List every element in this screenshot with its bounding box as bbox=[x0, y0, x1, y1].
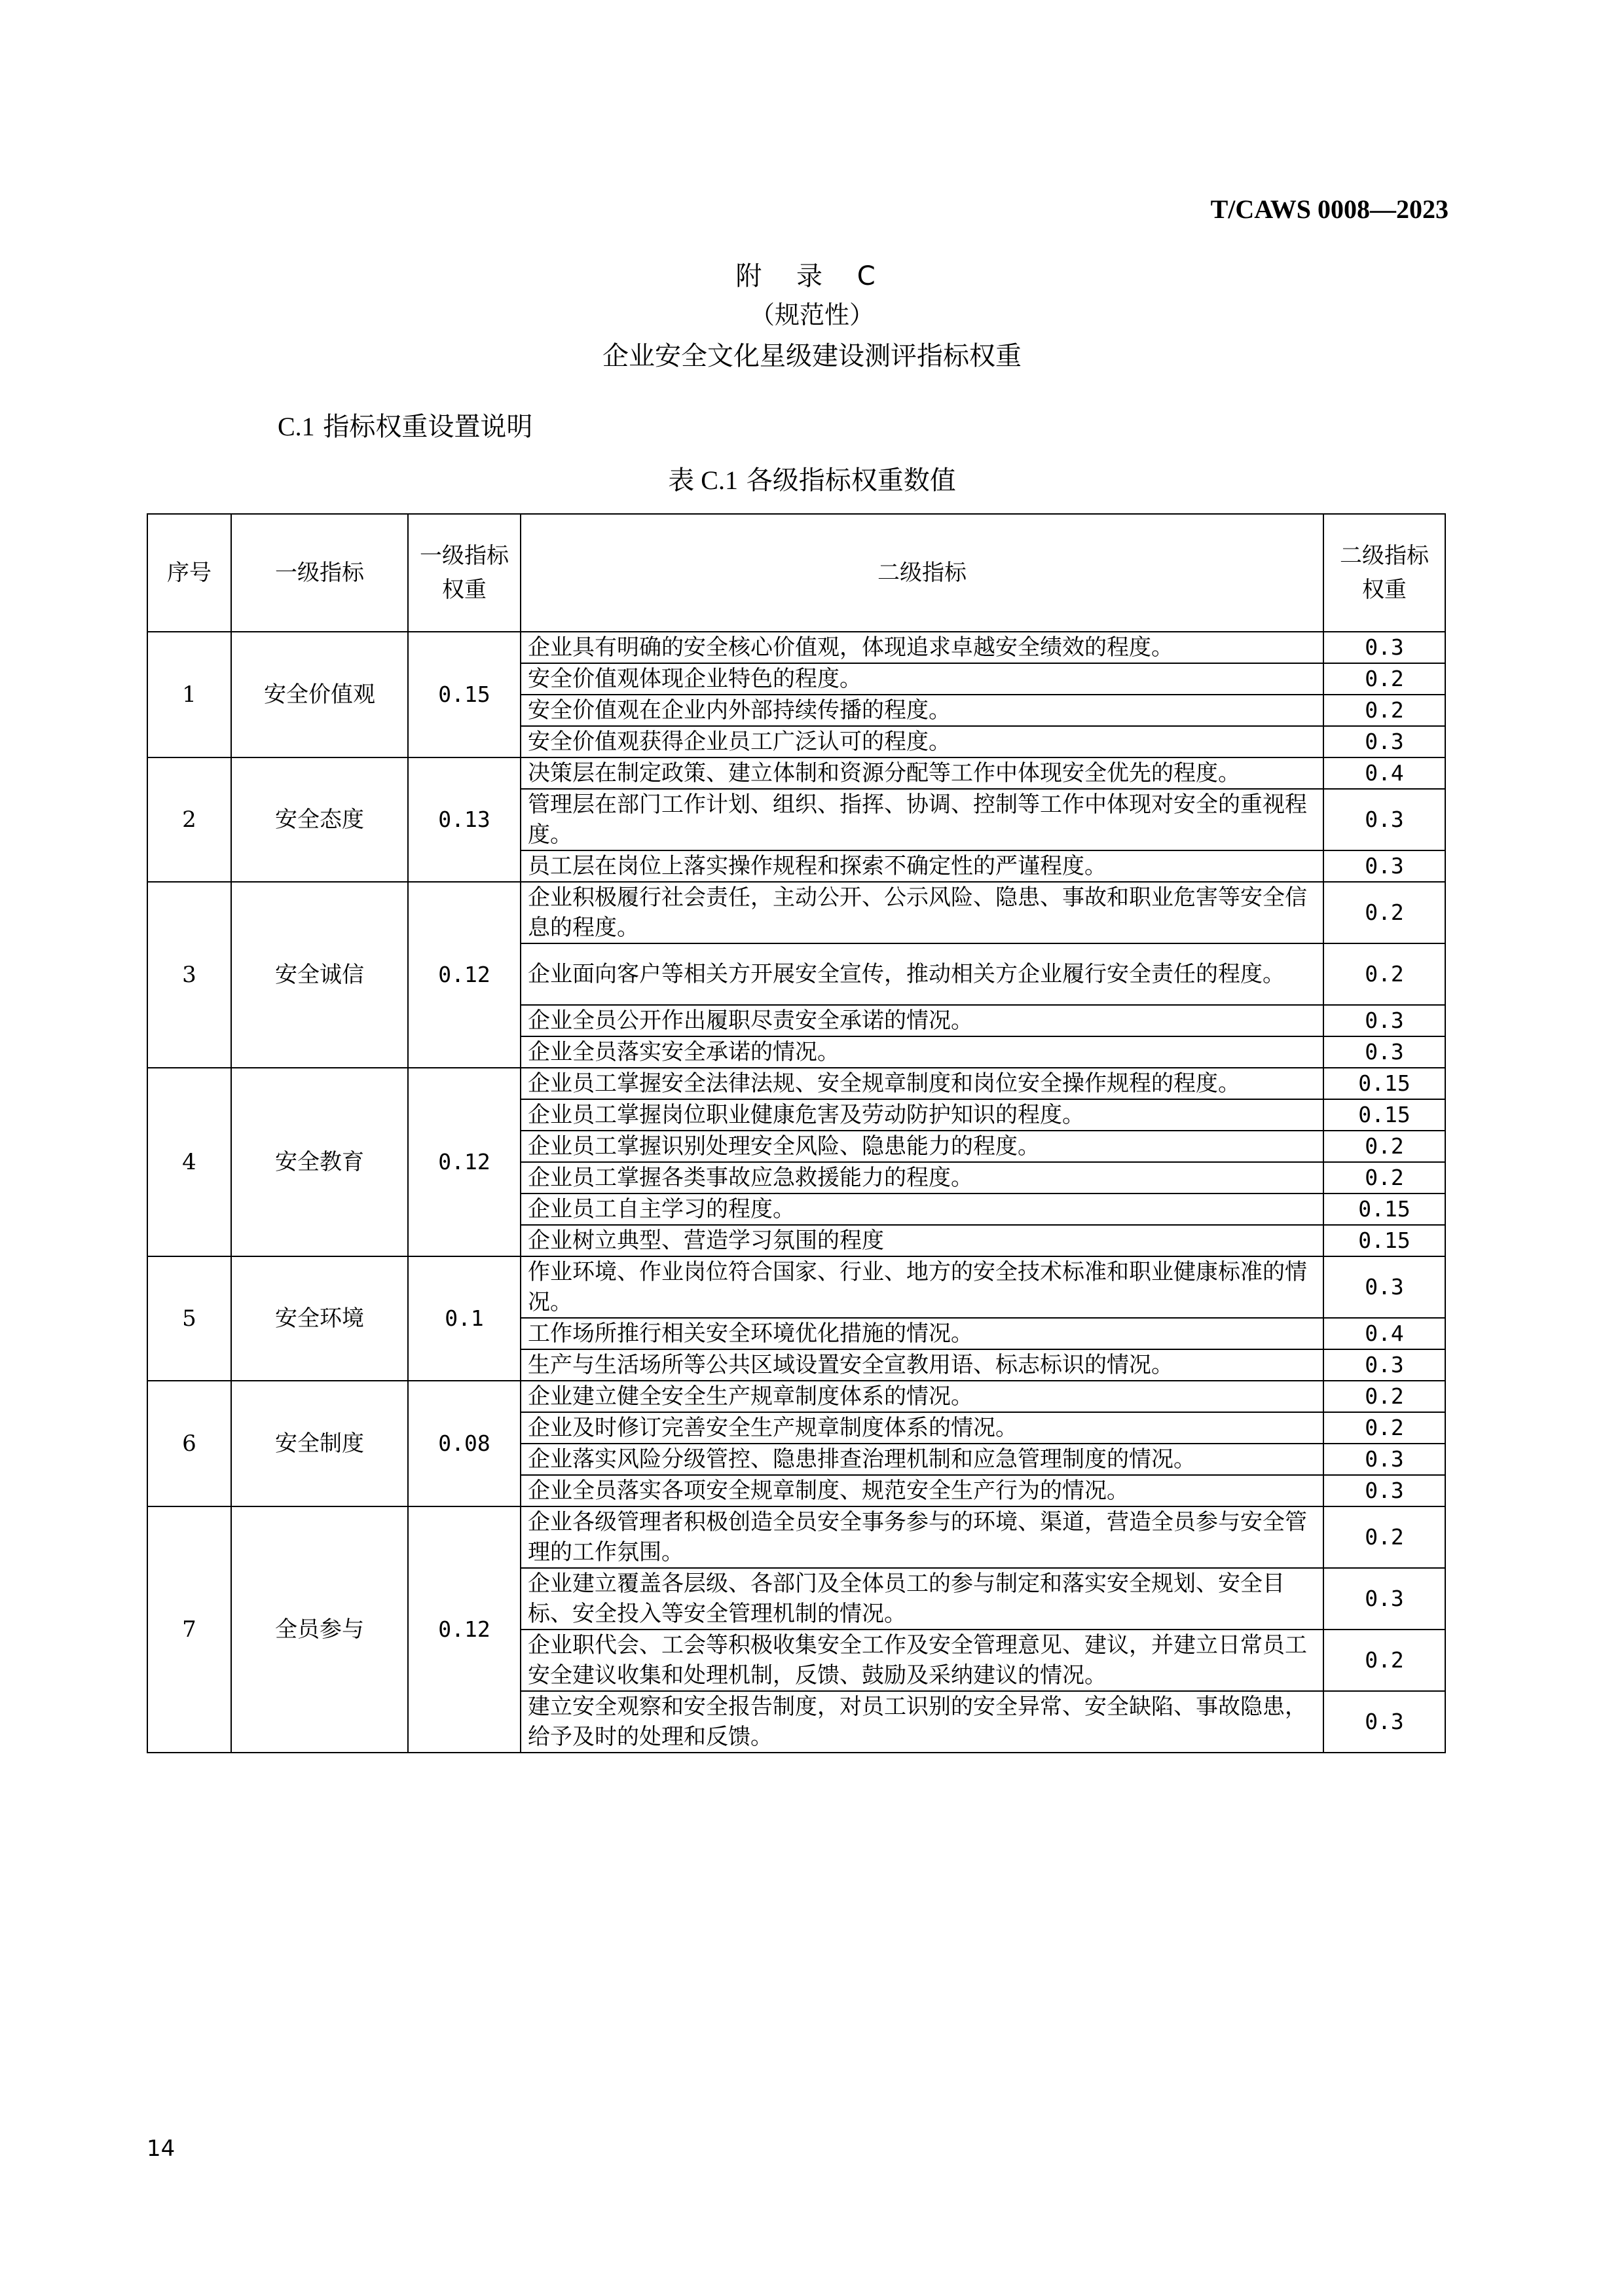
cell-level2-weight: 0.2 bbox=[1323, 663, 1445, 695]
cell-level1: 安全环境 bbox=[231, 1256, 408, 1381]
cell-level2: 企业全员落实安全承诺的情况。 bbox=[521, 1036, 1323, 1068]
cell-level2-weight: 0.15 bbox=[1323, 1194, 1445, 1225]
cell-level2: 安全价值观在企业内外部持续传播的程度。 bbox=[521, 695, 1323, 726]
table-caption-title: 各级指标权重数值 bbox=[746, 465, 956, 496]
header-level1: 一级指标 bbox=[231, 514, 408, 632]
cell-level2-weight: 0.2 bbox=[1323, 1630, 1445, 1691]
cell-level2-weight: 0.3 bbox=[1323, 789, 1445, 850]
table-row bbox=[147, 882, 1445, 943]
cell-level1: 安全态度 bbox=[231, 757, 408, 882]
cell-level2: 企业面向客户等相关方开展安全宣传，推动相关方企业履行安全责任的程度。 bbox=[521, 943, 1323, 1005]
cell-level2-weight: 0.2 bbox=[1323, 1412, 1445, 1444]
cell-level1-weight: 0.08 bbox=[408, 1381, 521, 1506]
section-heading bbox=[278, 406, 532, 443]
cell-seq: 2 bbox=[147, 757, 231, 882]
cell-level1-weight: 0.12 bbox=[408, 1068, 521, 1256]
cell-level2-weight: 0.2 bbox=[1323, 882, 1445, 943]
cell-level2: 安全价值观体现企业特色的程度。 bbox=[521, 663, 1323, 695]
cell-level2: 建立安全观察和安全报告制度，对员工识别的安全异常、安全缺陷、事故隐患，给予及时的处理和反馈。 bbox=[521, 1691, 1323, 1753]
cell-level2: 企业各级管理者积极创造全员安全事务参与的环境、渠道，营造全员参与安全管理的工作氛围。 bbox=[521, 1506, 1323, 1568]
cell-level2-weight: 0.3 bbox=[1323, 1349, 1445, 1381]
cell-level1: 安全价值观 bbox=[231, 632, 408, 757]
table-body bbox=[147, 632, 1445, 1753]
cell-level2-weight: 0.3 bbox=[1323, 1691, 1445, 1753]
cell-level1-weight: 0.13 bbox=[408, 757, 521, 882]
page-number: 14 bbox=[147, 2136, 175, 2162]
header-seq: 序号 bbox=[147, 514, 231, 632]
cell-level2-weight: 0.3 bbox=[1323, 1568, 1445, 1630]
cell-level2: 企业树立典型、营造学习氛围的程度 bbox=[521, 1225, 1323, 1256]
cell-level1-weight: 0.1 bbox=[408, 1256, 521, 1381]
cell-level2: 决策层在制定政策、建立体制和资源分配等工作中体现安全优先的程度。 bbox=[521, 757, 1323, 789]
cell-level1: 安全诚信 bbox=[231, 882, 408, 1068]
standard-code: T/CAWS 0008—2023 bbox=[1210, 194, 1449, 224]
table-caption bbox=[0, 460, 1624, 497]
cell-seq: 6 bbox=[147, 1381, 231, 1506]
cell-level2: 企业员工掌握安全法律法规、安全规章制度和岗位安全操作规程的程度。 bbox=[521, 1068, 1323, 1099]
cell-level2-weight: 0.2 bbox=[1323, 1381, 1445, 1412]
table-row bbox=[147, 1506, 1445, 1568]
appendix-subject: 企业安全文化星级建设测评指标权重 bbox=[602, 341, 1022, 371]
cell-level1-weight: 0.15 bbox=[408, 632, 521, 757]
cell-seq: 1 bbox=[147, 632, 231, 757]
cell-level2-weight: 0.2 bbox=[1323, 1506, 1445, 1568]
cell-level2: 企业建立健全安全生产规章制度体系的情况。 bbox=[521, 1381, 1323, 1412]
cell-level2: 企业职代会、工会等积极收集安全工作及安全管理意见、建议，并建立日常员工安全建议收集和处理机制，反馈、鼓励及采纳建议的情况。 bbox=[521, 1630, 1323, 1691]
cell-level2-weight: 0.3 bbox=[1323, 1444, 1445, 1475]
header-level1-weight: 一级指标权重 bbox=[408, 514, 521, 632]
cell-level2: 企业落实风险分级管控、隐患排查治理机制和应急管理制度的情况。 bbox=[521, 1444, 1323, 1475]
cell-seq: 7 bbox=[147, 1506, 231, 1753]
cell-level2-weight: 0.3 bbox=[1323, 1005, 1445, 1036]
cell-level1-weight: 0.12 bbox=[408, 882, 521, 1068]
cell-level2-weight: 0.4 bbox=[1323, 757, 1445, 789]
table-row bbox=[147, 1256, 1445, 1318]
appendix-nature: （规范性） bbox=[749, 301, 874, 329]
cell-level2: 管理层在部门工作计划、组织、指挥、协调、控制等工作中体现对安全的重视程度。 bbox=[521, 789, 1323, 850]
cell-level2-weight: 0.15 bbox=[1323, 1099, 1445, 1131]
cell-level2-weight: 0.3 bbox=[1323, 726, 1445, 757]
cell-level1-weight: 0.12 bbox=[408, 1506, 521, 1753]
cell-seq: 5 bbox=[147, 1256, 231, 1381]
table-row bbox=[147, 1068, 1445, 1099]
cell-level2: 企业全员公开作出履职尽责安全承诺的情况。 bbox=[521, 1005, 1323, 1036]
table-header-row bbox=[147, 514, 1445, 632]
section-number: C.1 bbox=[278, 412, 315, 441]
cell-level2: 生产与生活场所等公共区域设置安全宣教用语、标志标识的情况。 bbox=[521, 1349, 1323, 1381]
cell-level2: 企业具有明确的安全核心价值观，体现追求卓越安全绩效的程度。 bbox=[521, 632, 1323, 663]
table-row bbox=[147, 1381, 1445, 1412]
cell-level2-weight: 0.3 bbox=[1323, 632, 1445, 663]
weights-table bbox=[147, 513, 1446, 1753]
table-caption-number: 表 C.1 bbox=[668, 465, 738, 495]
cell-level2: 安全价值观获得企业员工广泛认可的程度。 bbox=[521, 726, 1323, 757]
header-level2: 二级指标 bbox=[521, 514, 1323, 632]
cell-level2: 企业及时修订完善安全生产规章制度体系的情况。 bbox=[521, 1412, 1323, 1444]
appendix-title: 附 录 C bbox=[735, 261, 889, 291]
cell-level2-weight: 0.2 bbox=[1323, 695, 1445, 726]
cell-level2: 企业全员落实各项安全规章制度、规范安全生产行为的情况。 bbox=[521, 1475, 1323, 1506]
cell-level1: 全员参与 bbox=[231, 1506, 408, 1753]
cell-level2-weight: 0.3 bbox=[1323, 1475, 1445, 1506]
cell-level1: 安全制度 bbox=[231, 1381, 408, 1506]
cell-level2-weight: 0.3 bbox=[1323, 850, 1445, 882]
cell-level2: 企业积极履行社会责任，主动公开、公示风险、隐患、事故和职业危害等安全信息的程度。 bbox=[521, 882, 1323, 943]
cell-level2-weight: 0.15 bbox=[1323, 1225, 1445, 1256]
cell-level2-weight: 0.15 bbox=[1323, 1068, 1445, 1099]
cell-level2: 工作场所推行相关安全环境优化措施的情况。 bbox=[521, 1318, 1323, 1349]
header-level2-weight: 二级指标权重 bbox=[1323, 514, 1445, 632]
cell-level2-weight: 0.2 bbox=[1323, 1162, 1445, 1194]
cell-level1: 安全教育 bbox=[231, 1068, 408, 1256]
cell-level2-weight: 0.3 bbox=[1323, 1256, 1445, 1318]
cell-seq: 4 bbox=[147, 1068, 231, 1256]
cell-level2-weight: 0.2 bbox=[1323, 1131, 1445, 1162]
table-row bbox=[147, 632, 1445, 663]
cell-level2: 企业员工自主学习的程度。 bbox=[521, 1194, 1323, 1225]
cell-level2-weight: 0.2 bbox=[1323, 943, 1445, 1005]
cell-level2: 企业员工掌握岗位职业健康危害及劳动防护知识的程度。 bbox=[521, 1099, 1323, 1131]
cell-level2: 员工层在岗位上落实操作规程和探索不确定性的严谨程度。 bbox=[521, 850, 1323, 882]
section-title: 指标权重设置说明 bbox=[323, 412, 533, 442]
cell-level2-weight: 0.3 bbox=[1323, 1036, 1445, 1068]
cell-level2: 企业建立覆盖各层级、各部门及全体员工的参与制定和落实安全规划、安全目标、安全投入等安全管理机制的情况。 bbox=[521, 1568, 1323, 1630]
cell-level2: 作业环境、作业岗位符合国家、行业、地方的安全技术标准和职业健康标准的情况。 bbox=[521, 1256, 1323, 1318]
cell-level2-weight: 0.4 bbox=[1323, 1318, 1445, 1349]
cell-level2: 企业员工掌握各类事故应急救援能力的程度。 bbox=[521, 1162, 1323, 1194]
table-row bbox=[147, 757, 1445, 789]
cell-level2: 企业员工掌握识别处理安全风险、隐患能力的程度。 bbox=[521, 1131, 1323, 1162]
cell-seq: 3 bbox=[147, 882, 231, 1068]
